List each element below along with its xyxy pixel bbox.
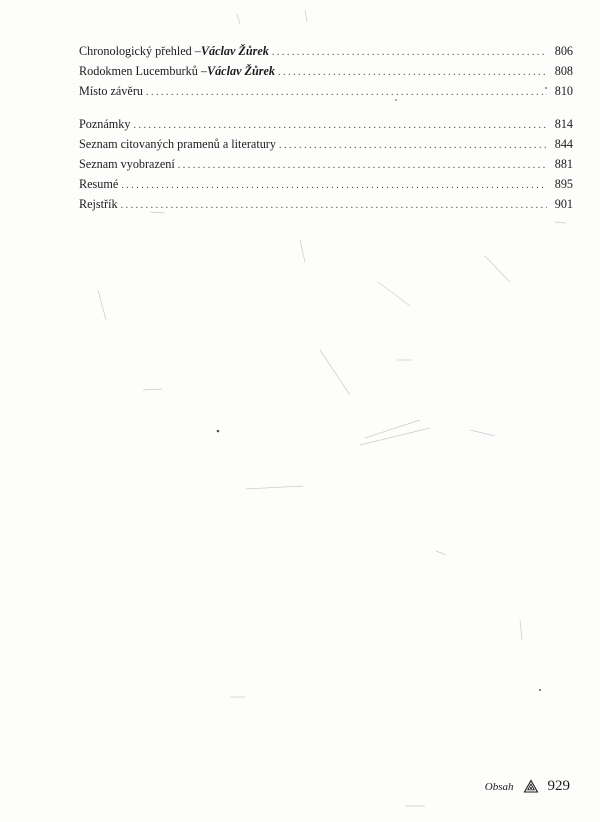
toc-entry-title: Resumé bbox=[79, 177, 119, 191]
dot-leader bbox=[272, 43, 547, 63]
toc-entry-author: Václav Žůrek bbox=[200, 44, 269, 58]
toc-entry-page: 808 bbox=[554, 64, 573, 78]
toc-entry-title: Místo závěru bbox=[79, 84, 143, 98]
table-of-contents bbox=[79, 41, 573, 214]
dot-leader bbox=[121, 196, 547, 216]
running-footer-label: Obsah bbox=[484, 780, 514, 793]
toc-entry[interactable] bbox=[79, 61, 573, 81]
dot-leader bbox=[133, 116, 547, 136]
toc-entry[interactable] bbox=[79, 114, 573, 134]
toc-entry-title: Seznam citovaných pramenů a literatury bbox=[79, 137, 276, 151]
toc-entry-title: Rejstřík bbox=[79, 197, 118, 211]
toc-entry-page: 881 bbox=[554, 157, 573, 171]
toc-group bbox=[79, 114, 573, 214]
toc-group bbox=[79, 41, 573, 101]
dot-leader bbox=[278, 63, 547, 83]
toc-entry-author: Václav Žůrek bbox=[206, 64, 275, 78]
toc-entry-page: 814 bbox=[554, 117, 573, 131]
toc-entry-page: 806 bbox=[554, 44, 573, 58]
toc-entry-title: Seznam vyobrazení bbox=[79, 157, 175, 171]
dot-leader bbox=[146, 83, 547, 103]
toc-entry[interactable] bbox=[79, 81, 573, 101]
toc-entry-page: 901 bbox=[554, 197, 573, 211]
toc-entry-page: 810 bbox=[554, 84, 573, 98]
dot-leader bbox=[121, 176, 547, 196]
toc-entry-page: 895 bbox=[554, 177, 573, 191]
page-footer bbox=[485, 778, 570, 795]
toc-entry[interactable] bbox=[79, 154, 573, 174]
toc-entry[interactable] bbox=[79, 134, 573, 154]
dot-leader bbox=[178, 156, 547, 176]
toc-entry-title: Poznámky bbox=[79, 117, 131, 131]
toc-entry-title: Rodokmen Lucemburků – bbox=[79, 64, 207, 78]
toc-entry[interactable] bbox=[79, 194, 573, 214]
toc-entry-title: Chronologický přehled – bbox=[79, 44, 201, 58]
ornament-icon bbox=[523, 779, 539, 794]
toc-entry[interactable] bbox=[79, 41, 573, 61]
page-number: 929 bbox=[547, 778, 570, 794]
toc-entry[interactable] bbox=[79, 174, 573, 194]
toc-entry-page: 844 bbox=[554, 137, 573, 151]
dot-leader bbox=[279, 136, 547, 156]
